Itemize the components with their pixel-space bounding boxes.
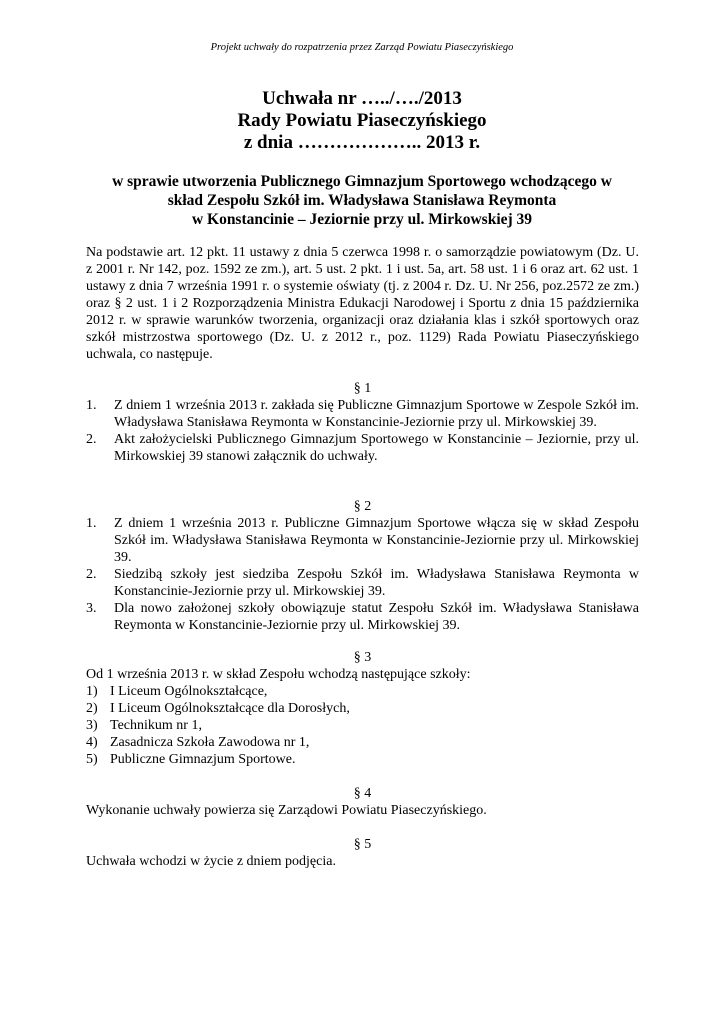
subject-line-1: w sprawie utworzenia Publicznego Gimnazjum Sportowego wchodzącego w — [112, 173, 612, 190]
section-3-heading: § 3 — [353, 650, 372, 665]
list-item-number: 1. — [86, 398, 97, 413]
list-item-text: Zasadnicza Szkoła Zawodowa nr 1, — [110, 735, 310, 750]
list-item-text: I Liceum Ogólnokształcące dla Dorosłych, — [110, 701, 350, 716]
list-item — [86, 431, 639, 465]
list-item — [86, 566, 639, 600]
list-item-number: 4) — [86, 735, 98, 750]
section-4-text: Wykonanie uchwały powierza się Zarządowi Powiatu Piaseczyńskiego. — [86, 803, 487, 818]
list-item — [86, 700, 639, 717]
list-item-text: I Liceum Ogólnokształcące, — [110, 684, 268, 699]
list-item-number: 3) — [86, 718, 98, 733]
list-item-text: Publiczne Gimnazjum Sportowe. — [110, 752, 296, 767]
list-item — [86, 734, 639, 751]
subject-line-2: skład Zespołu Szkół im. Władysława Stanisława Reymonta — [167, 192, 557, 209]
list-item — [86, 683, 639, 700]
section-2-heading: § 2 — [353, 499, 372, 514]
title-line-2: Rady Powiatu Piaseczyńskiego — [237, 110, 487, 131]
list-item-text: Z dniem 1 września 2013 r. zakłada się Publiczne Gimnazjum Sportowe w Zespole Szkół im. Władysława Stanisława Reymonta w Konstancinie-Jeziornie przy ul. Mirkowskiej 39. — [114, 398, 639, 430]
list-item-number: 3. — [86, 601, 97, 616]
section-3-intro: Od 1 września 2013 r. w skład Zespołu wchodzą następujące szkoły: — [86, 667, 471, 682]
section-5-text: Uchwała wchodzi w życie z dniem podjęcia. — [86, 854, 336, 869]
list-item-number: 2. — [86, 432, 97, 447]
list-item-number: 1) — [86, 684, 98, 699]
title-line-1: Uchwała nr …../…./2013 — [262, 88, 462, 109]
list-item — [86, 717, 639, 734]
list-item-number: 5) — [86, 752, 98, 767]
section-1-list — [86, 397, 639, 465]
list-item-text: Siedzibą szkoły jest siedziba Zespołu Szkół im. Władysława Stanisława Reymonta w Konstancinie-Jeziornie przy ul. Mirkowskiej 39. — [114, 567, 639, 599]
section-4-heading: § 4 — [353, 786, 372, 801]
list-item-number: 1. — [86, 516, 97, 531]
list-item-text: Akt założycielski Publicznego Gimnazjum Sportowego w Konstancinie – Jeziornie, przy ul. Mirkowskiej 39 stanowi załącznik do uchwały. — [114, 432, 639, 464]
title-line-3: z dnia ……………….. 2013 r. — [243, 132, 481, 153]
list-item-text: Z dniem 1 września 2013 r. Publiczne Gimnazjum Sportowe włącza się w skład Zespołu Szkół im. Władysława Stanisława Reymonta w Konstancinie-Jeziornie przy ul. Mirkowskiej 39. — [114, 516, 639, 565]
list-item-number: 2. — [86, 567, 97, 582]
resolution-title — [0, 88, 724, 154]
section-1-heading: § 1 — [353, 381, 372, 396]
list-item-number: 2) — [86, 701, 98, 716]
list-item — [86, 600, 639, 634]
section-3-body — [86, 666, 639, 768]
list-item — [86, 515, 639, 566]
section-2-list — [86, 515, 639, 634]
preamble: Na podstawie art. 12 pkt. 11 ustawy z dnia 5 czerwca 1998 r. o samorządzie powiatowym (Dz. U. z 2001 r. Nr 142, poz. 1592 ze zm.), art. 5 ust. 2 pkt. 1 i ust. 5a, art. 58 ust. 1 i 6 oraz art. 62 ust. 1 ustawy z dnia 7 września 1991 r. o systemie oświaty (tj. z 2004 r. Dz. U. Nr 256, poz.2572 ze zm.) oraz § 2 ust. 1 i 2 Rozporządzenia Ministra Edukacji Narodowej i Sportu z dnia 15 października 2012 r. w sprawie warunków tworzenia, organizacji oraz działania klas i szkół sportowych oraz szkół mistrzostwa sportowego (Dz. U. z 2012 r., poz. 1129) Rada Powiatu Piaseczyńskiego uchwala, co następuje. — [86, 245, 639, 362]
list-item — [86, 751, 639, 768]
subject-line-3: w Konstancinie – Jeziornie przy ul. Mirkowskiej 39 — [191, 211, 533, 228]
resolution-subject — [0, 172, 724, 229]
section-5-heading: § 5 — [353, 837, 372, 852]
list-item-text: Technikum nr 1, — [110, 718, 202, 733]
list-item — [86, 397, 639, 431]
header-note: Projekt uchwały do rozpatrzenia przez Zarząd Powiatu Piaseczyńskiego — [210, 42, 514, 53]
list-item-text: Dla nowo założonej szkoły obowiązuje statut Zespołu Szkół im. Władysława Stanisława Reymonta w Konstancinie-Jeziornie przy ul. Mirkowskiej 39. — [114, 601, 639, 633]
